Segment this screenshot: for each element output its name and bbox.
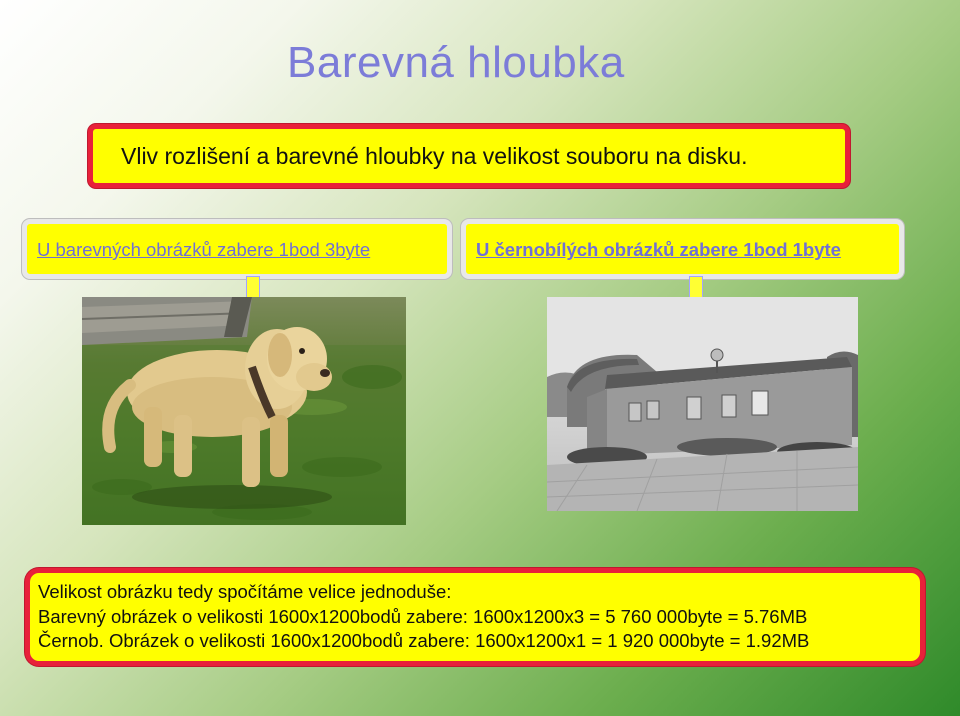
- summary-line-1: Velikost obrázku tedy spočítáme velice jednoduše:: [38, 581, 452, 602]
- summary-line-3: Černob. Obrázek o velikosti 1600x1200bodů zabere: 1600x1200x1 = 1 920 000byte = 1.92MB: [38, 630, 810, 651]
- slide-title: Barevná hloubka: [287, 38, 625, 87]
- color-heading-box: [22, 219, 452, 279]
- house-photo: [547, 297, 858, 511]
- intro-text: Vliv rozlišení a barevné hloubky na velikost souboru na disku.: [121, 143, 748, 169]
- color-heading-link[interactable]: U barevných obrázků zabere 1bod 3byte: [37, 239, 371, 260]
- summary-line-2: Barevný obrázek o velikosti 1600x1200bodů zabere: 1600x1200x3 = 5 760 000byte = 5.76MB: [38, 605, 808, 627]
- intro-box: [88, 124, 850, 188]
- summary-box: [25, 568, 925, 666]
- bw-heading-box: [461, 219, 904, 279]
- bw-heading-link[interactable]: U černobílých obrázků zabere 1bod 1byte: [476, 239, 841, 260]
- dog-photo: [82, 297, 406, 525]
